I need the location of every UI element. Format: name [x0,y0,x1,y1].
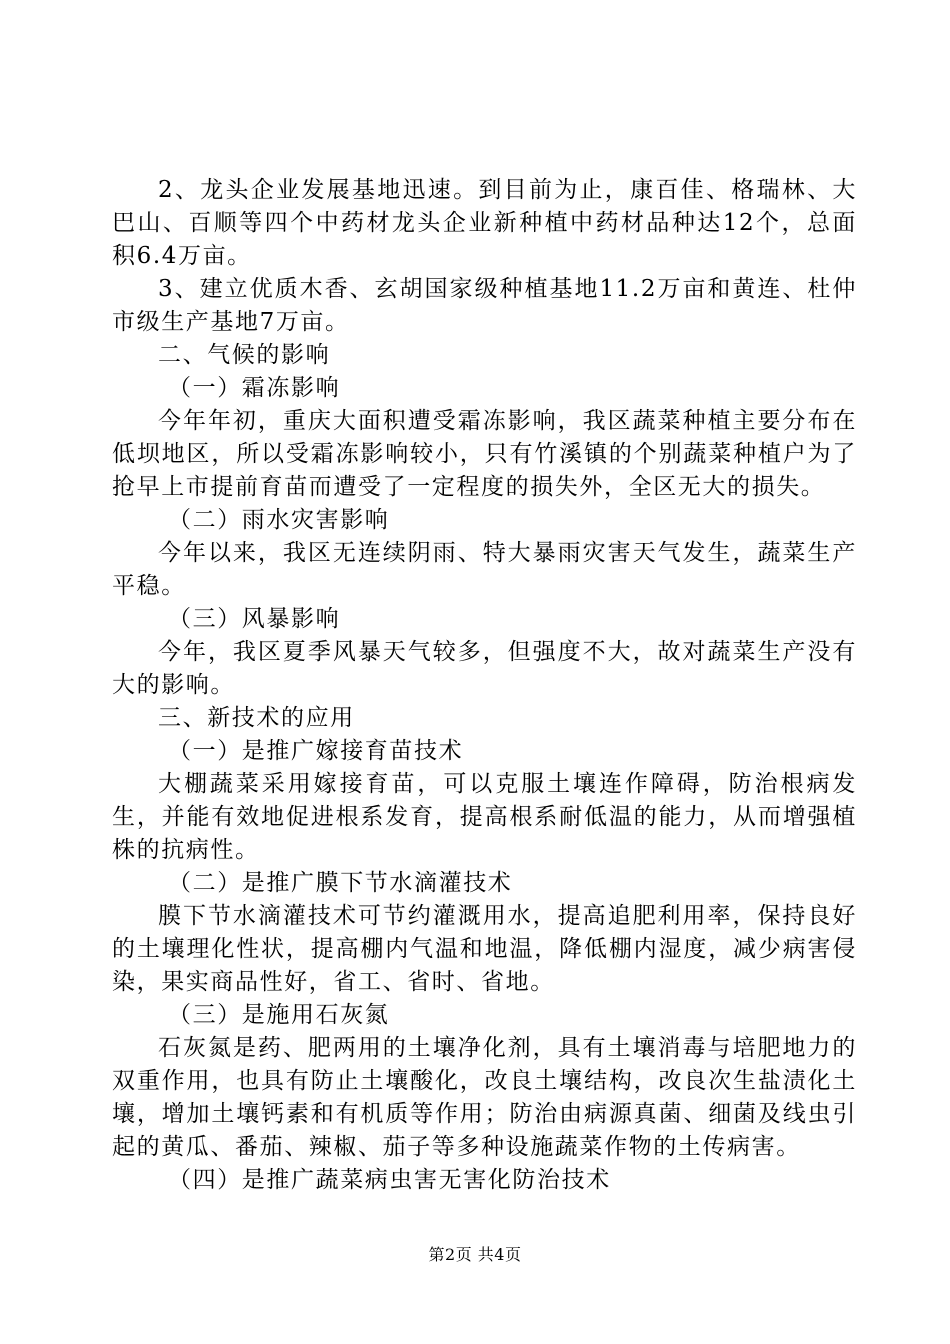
paragraph-storm: 今年，我区夏季风暴天气较多，但强度不大，故对蔬菜生产没有大的影响。 [112,639,857,698]
paragraph-frost: 今年年初，重庆大面积遭受霜冻影响，我区蔬菜种植主要分布在低坝地区，所以受霜冻影响较小，只有竹溪镇的个别蔬菜种植户为了抢早上市提前育苗而遭受了一定程度的损失外，全区无大的损失。 [112,408,857,500]
page-number-footer: 第2页 共4页 [428,1245,522,1264]
paragraph-quality-base: 3、建立优质木香、玄胡国家级种植基地11.2万亩和黄连、杜仲市级生产基地7万亩。 [112,276,857,335]
paragraph-grafting: 大棚蔬菜采用嫁接育苗，可以克服土壤连作障碍，防治根病发生，并能有效地促进根系发育，提高根系耐低温的能力，从而增强植株的抗病性。 [112,771,857,863]
subsection-heading-pest-control: （四）是推广蔬菜病虫害无害化防治技术 [168,1167,611,1193]
paragraph-rain: 今年以来，我区无连续阴雨、特大暴雨灾害天气发生，蔬菜生产平稳。 [112,540,857,599]
section-heading-new-tech: 三、新技术的应用 [158,705,355,731]
subsection-heading-lime-nitrogen: （三）是施用石灰氮 [168,1002,390,1028]
subsection-heading-frost: （一）霜冻影响 [168,375,341,401]
paragraph-base-growth: 2、龙头企业发展基地迅速。到目前为止，康百佳、格瑞林、大巴山、百顺等四个中药材龙头企业新种植中药材品种达12个，总面积6.4万亩。 [112,177,857,269]
paragraph-drip-irrigation: 膜下节水滴灌技术可节约灌溉用水，提高追肥利用率，保持良好的土壤理化性状，提高棚内气温和地温，降低棚内湿度，减少病害侵染，果实商品性好，省工、省时、省地。 [112,903,857,995]
subsection-heading-drip-irrigation: （二）是推广膜下节水滴灌技术 [168,870,513,896]
section-heading-climate: 二、气候的影响 [158,342,331,368]
subsection-heading-grafting: （一）是推广嫁接育苗技术 [168,738,464,764]
subsection-heading-rain: （二）雨水灾害影响 [168,507,390,533]
subsection-heading-storm: （三）风暴影响 [168,606,341,632]
paragraph-lime-nitrogen: 石灰氮是药、肥两用的土壤净化剂，具有土壤消毒与培肥地力的双重作用，也具有防止土壤酸化，改良土壤结构，改良次生盐渍化土壤，增加土壤钙素和有机质等作用；防治由病源真菌、细菌及线虫引起的黄瓜、番茄、辣椒、茄子等多种设施蔬菜作物的土传病害。 [112,1035,857,1160]
document-body [112,174,857,1197]
